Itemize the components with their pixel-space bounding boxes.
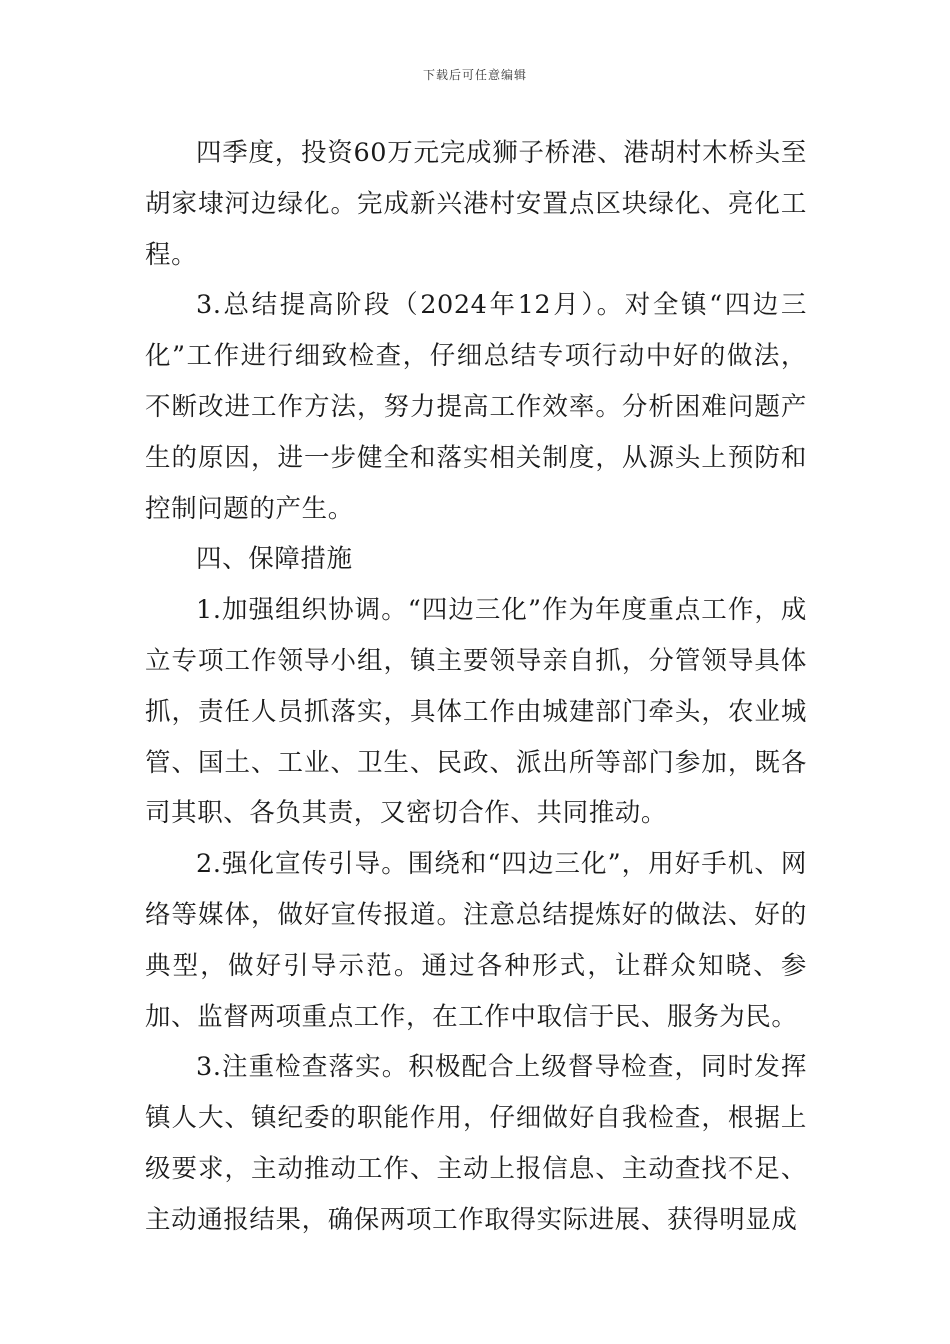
paragraph-publicity: 2.强化宣传引导。围绕和“四边三化”，用好手机、网络等媒体，做好宣传报道。注意总结提炼好的做法、好的典型，做好引导示范。通过各种形式，让群众知晓、参加、监督两项重点工作，在工作中取信于民、服务为民。	[145, 849, 807, 1032]
paragraph-summary-stage: 3.总结提高阶段（2024年12月）。对全镇“四边三化”工作进行细致检查，仔细总结专项行动中好的做法，不断改进工作方法，努力提高工作效率。分析困难问题产生的原因，进一步健全和落实相关制度，从源头上预防和控制问题的产生。	[145, 290, 807, 524]
paragraph-inspection: 3.注重检查落实。积极配合上级督导检查，同时发挥镇人大、镇纪委的职能作用，仔细做好自我检查，根据上级要求，主动推动工作、主动上报信息、主动查找不足、主动通报结果，确保两项工作取得实际进展、获得明显成	[145, 1052, 807, 1235]
paragraph-q4-greening: 四季度，投资60万元完成狮子桥港、港胡村木桥头至胡家埭河边绿化。完成新兴港村安置点区块绿化、亮化工程。	[145, 138, 807, 270]
document-body	[145, 128, 807, 1246]
section-heading-safeguards: 四、保障措施	[196, 544, 353, 575]
page-header-note: 下载后可任意编辑	[422, 68, 527, 82]
paragraph-organization: 1.加强组织协调。“四边三化”作为年度重点工作，成立专项工作领导小组，镇主要领导亲自抓，分管领导具体抓，责任人员抓落实，具体工作由城建部门牵头，农业城管、国土、工业、卫生、民政、派出所等部门参加，既各司其职、各负其责，又密切合作、共同推动。	[145, 595, 807, 829]
